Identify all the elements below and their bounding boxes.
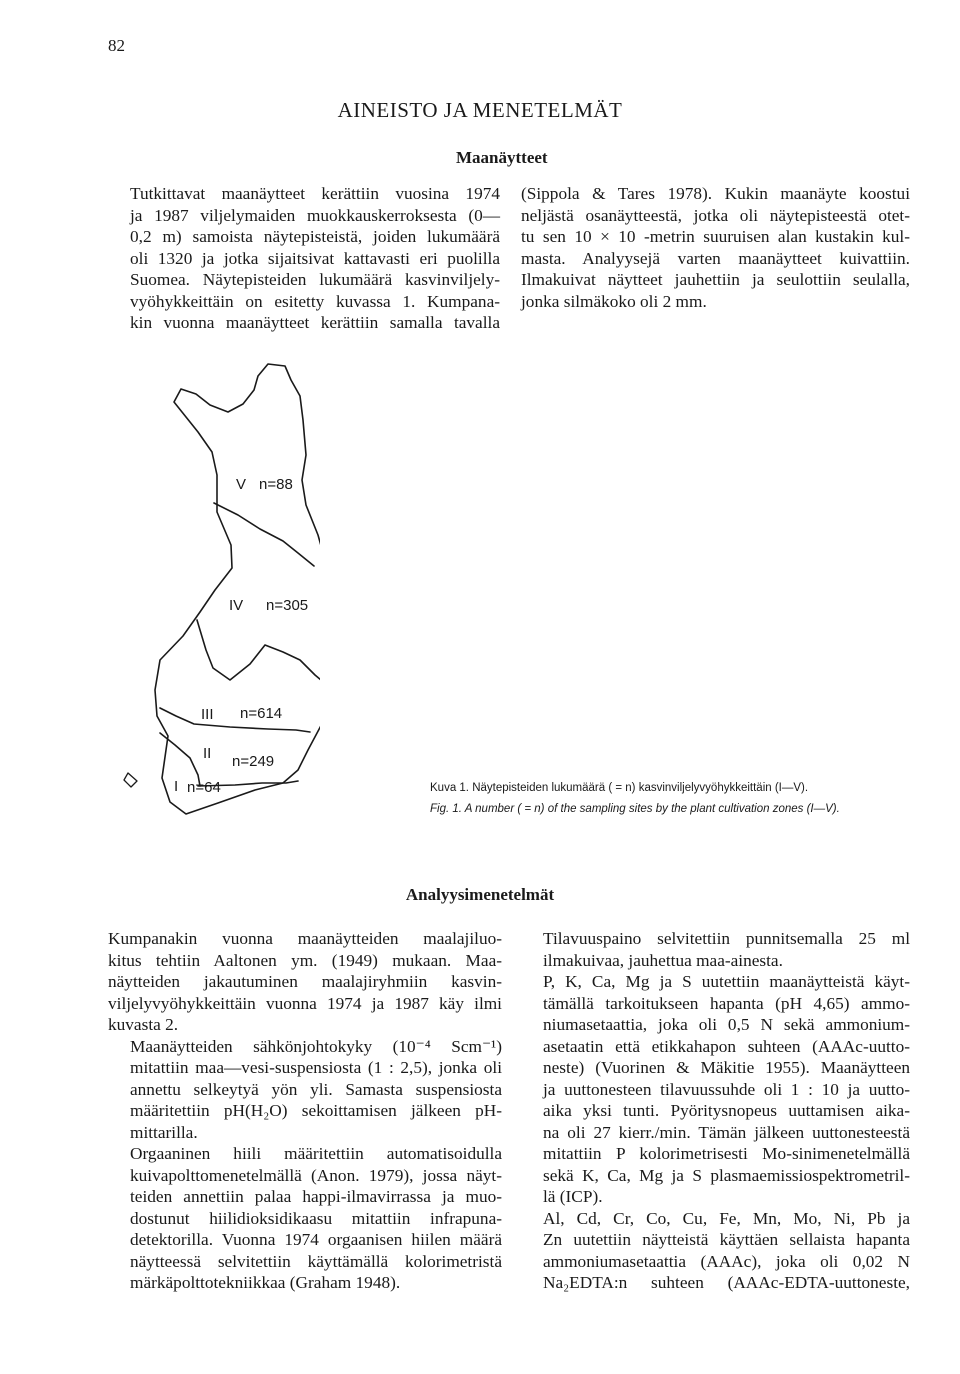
methods-right-column [521, 928, 910, 1294]
text-line: Al, Cd, Cr, Co, Cu, Fe, Mn, Mo, Ni, Pb ja [543, 1208, 910, 1228]
text-line: neljästä osanäytteestä, jotka oli näytepisteestä otet- [521, 205, 910, 225]
zone-iv-count: n=305 [266, 597, 309, 614]
text-line: lä (ICP). [543, 1187, 603, 1206]
text-line: niumasetaattia, joka oli 0,5 N sekä ammonium- [543, 1015, 910, 1034]
zone-ii-label: II [203, 745, 212, 762]
text-line: teiden annettiin palaa happi-ilmavirrassa ja muo- [130, 1187, 502, 1206]
figure-caption-english: Fig. 1. A number ( = n) of the sampling sites by the plant cultivation zones (I—V). [430, 803, 840, 815]
text-line: Orgaaninen hiili määritettiin automatisoidulla [130, 1144, 502, 1163]
text-line: ja 1987 viljelymaiden muokkauskerroksesta (0— [130, 205, 500, 225]
text-line: dostunut hiilidioksidikaasu mitattiin infrapuna- [130, 1208, 502, 1228]
text-line: Suomea. Näytepisteiden lukumäärä kasvinviljely- [130, 270, 500, 289]
text-line: (Sippola & Tares 1978). Kukin maanäyte koostui [521, 184, 910, 203]
text-line: Ilmakuivat näytteet jauhettiin ja seulottiin seulalla, [521, 270, 910, 289]
subsection-title-analyysimenetelmat: Analyysimenetelmät [405, 885, 555, 904]
text-line: jonka silmäkoko oli 2 mm. [521, 291, 707, 311]
finland-outline [155, 364, 320, 814]
text-line: ja uuttonesteen tilavuussuhde oli 1 : 10 ja uutto- [543, 1079, 910, 1099]
text-line: märkäpolttotekniikkaa (Graham 1948). [130, 1273, 401, 1292]
zone-boundary-iii-ii [160, 708, 310, 732]
methods-left-column [108, 928, 502, 1294]
zone-iii-count: n=614 [240, 705, 283, 722]
text-line: kitus tehtiin Aaltonen ym. (1949) mukaan. Maa- [108, 950, 502, 970]
text-line: tämällä tarkoitukseen hapanta (pH 4,65) ammo- [543, 993, 910, 1013]
text-line: P, K, Ca, Mg ja S uutettiin maanäytteistä käyt- [543, 972, 910, 991]
text-line: mitattiin maa—vesi-suspensiosta (1 : 2,5), jonka oli [130, 1058, 502, 1077]
section-title: AINEISTO JA MENETELMÄT [337, 98, 623, 122]
zone-boundary-v-iv [214, 503, 314, 566]
text-line: kuivapolttomenetelmällä (Anon. 1979), jossa näyt- [130, 1165, 502, 1185]
text-line: kuvasta 2. [108, 1015, 179, 1034]
zone-ii-count: n=249 [232, 753, 275, 770]
text-line: mitattiin P kolorimetrisesti Mo-sinimenetelmällä [543, 1144, 910, 1163]
text-line: aika yksi tunti. Pyöritysnopeus uuttamisen aika- [543, 1101, 910, 1120]
text-line: Kumpanakin vuonna maanäytteiden maalajiluo- [108, 929, 502, 948]
text-line: ammoniumasetaattia (AAAc), joka oli 0,02 N [543, 1251, 910, 1271]
zone-boundary-iv-iii [197, 620, 320, 695]
text-line: Maanäytteiden sähkönjohtokyky (10⁻⁴ Scm⁻¹) [130, 1036, 502, 1056]
zone-iii-label: III [201, 706, 214, 723]
figure-caption-finnish: Kuva 1. Näytepisteiden lukumäärä ( = n) kasvinviljelyvyöhykkeittäin (I—V). [430, 782, 809, 794]
text-line: viljelyvyöhykkeittäin vuonna 1974 ja 1987 käy ilmi [108, 993, 502, 1013]
text-line: sekä K, Ca, Mg ja S plasmaemissiospektrometril- [543, 1165, 910, 1185]
text-line: masta. Analyysejä varten maanäytteet kuivattiin. [521, 248, 910, 268]
text-line: mittarilla. [130, 1122, 198, 1142]
text-line: kin vuonna maanäytteet kerättiin samalla tavalla [130, 313, 500, 332]
zone-v-count: n=88 [259, 476, 293, 493]
text-line: Na₂EDTA:n suhteen (AAAc-EDTA-uuttoneste, [543, 1273, 910, 1292]
text-line: annettu selkeytyä yön yli. Samasta suspensiosta [130, 1079, 502, 1099]
intro-left-column [108, 183, 500, 334]
intro-right-column [521, 183, 910, 312]
text-line: Tutkittavat maanäytteet kerättiin vuosina 1974 [130, 184, 500, 203]
text-line: tu sen 10 × 10 -metrin suuruisen alan kustakin kul- [521, 227, 910, 246]
finland-zone-map [120, 355, 320, 825]
text-line: 0,2 m) samoista näytepisteistä, joiden lukumäärä [130, 227, 500, 246]
text-line: vyöhykkeittäin on esitetty kuvassa 1. Kumpana- [130, 291, 500, 311]
zone-v-label: V [236, 476, 247, 493]
text-line: na oli 27 kierr./min. Tämän jälkeen uuttonesteestä [543, 1122, 910, 1142]
text-line: näytteiden jakautuminen maalajiryhmiin kasvin- [108, 972, 502, 991]
text-line: asetaatin että etikkahapon suhteen (AAAc-uutto- [543, 1036, 910, 1056]
zone-i-count: n=64 [187, 779, 221, 796]
zone-iv-label: IV [229, 597, 244, 614]
text-line: oli 1320 ja jotka sijaitsivat kattavasti eri puolilla [130, 248, 500, 268]
aland-islands [124, 773, 137, 787]
text-line: Tilavuuspaino selvitettiin punnitsemalla 25 ml [543, 929, 910, 948]
text-line: neste) (Vuorinen & Mäkitie 1955). Maanäytteen [543, 1058, 910, 1077]
page-number: 82 [108, 36, 125, 55]
text-line: ilmakuivaa, jauhettua maa-ainesta. [543, 950, 783, 970]
text-line: määritettiin pH(H₂O) sekoittamisen jälkeen pH- [130, 1101, 502, 1120]
text-line: näytteessä selvitettiin käyttämällä kolorimetristä [130, 1251, 502, 1271]
subsection-title-maanaytteet: Maanäytteet [456, 148, 548, 167]
zone-i-label: I [174, 778, 179, 795]
text-line: detektorilla. Vuonna 1974 orgaanisen hiilen määrä [130, 1230, 502, 1249]
text-line: Zn uutettiin näytteistä käyttäen sellaista hapanta [543, 1230, 910, 1249]
